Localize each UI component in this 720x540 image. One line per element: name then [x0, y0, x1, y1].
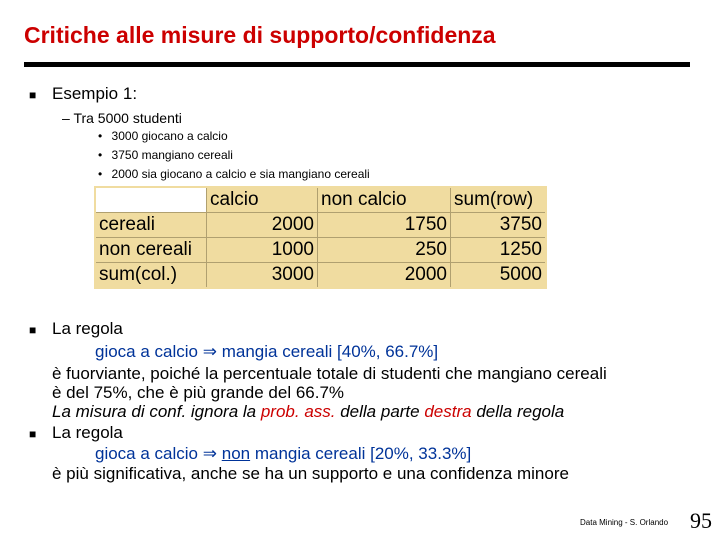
table-cell: 1000 — [207, 238, 318, 263]
table-header-cell: sum(row) — [451, 187, 547, 213]
rule1-line2: è del 75%, che è più grande del 66.7% — [52, 383, 345, 402]
table-cell: 2000 — [318, 263, 451, 289]
rule2-expression: gioca a calcio ⇒ non mangia cereali [20%, 33.3%] — [95, 444, 472, 463]
table-cell: 1750 — [318, 213, 451, 238]
table-row-label: cereali — [95, 213, 207, 238]
table-cell: 250 — [318, 238, 451, 263]
rule1-line1: è fuorviante, poiché la percentuale totale di studenti che mangiano cereali — [52, 364, 607, 383]
table-header-row — [95, 187, 546, 213]
example-item: • 2000 sia giocano a calcio e sia mangiano cereali — [98, 167, 370, 181]
bullet-square-icon: ■ — [29, 323, 37, 337]
table-header-cell: non calcio — [318, 187, 451, 213]
table-row — [95, 213, 546, 238]
rule1-intro: La regola — [52, 319, 123, 338]
page-number: 95 — [690, 508, 712, 533]
example-item: • 3750 mangiano cereali — [98, 148, 233, 162]
implies-arrow-icon: ⇒ — [202, 342, 217, 361]
example-sub: – Tra 5000 studenti — [62, 110, 182, 126]
rule2-line1: è più significativa, anche se ha un supporto e una confidenza minore — [52, 464, 569, 483]
rule1-expression: gioca a calcio ⇒ mangia cereali [40%, 66.7%] — [95, 342, 439, 361]
table-row-label: sum(col.) — [95, 263, 207, 289]
bullet-square-icon: ■ — [29, 88, 37, 102]
table-row — [95, 263, 546, 289]
table-cell: 5000 — [451, 263, 547, 289]
table-header-cell: calcio — [207, 187, 318, 213]
table-cell: 3750 — [451, 213, 547, 238]
example-item: • 3000 giocano a calcio — [98, 129, 228, 143]
table-cell: 1250 — [451, 238, 547, 263]
footer-text: Data Mining - S. Orlando — [580, 518, 669, 527]
bullet-square-icon: ■ — [29, 427, 37, 441]
table-cell: 3000 — [207, 263, 318, 289]
example-label: Esempio 1: — [52, 84, 138, 103]
rule1-note: La misura di conf. ignora la prob. ass. della parte destra della regola — [52, 402, 565, 421]
table-cell: 2000 — [207, 213, 318, 238]
title-divider — [24, 62, 690, 67]
slide-title: Critiche alle misure di supporto/confidenza — [24, 22, 496, 48]
implies-arrow-icon: ⇒ — [202, 444, 217, 463]
rule2-intro: La regola — [52, 423, 123, 442]
table-row-label: non cereali — [95, 238, 207, 263]
table-corner — [95, 187, 207, 213]
table-row — [95, 238, 546, 263]
contingency-table — [94, 186, 547, 289]
